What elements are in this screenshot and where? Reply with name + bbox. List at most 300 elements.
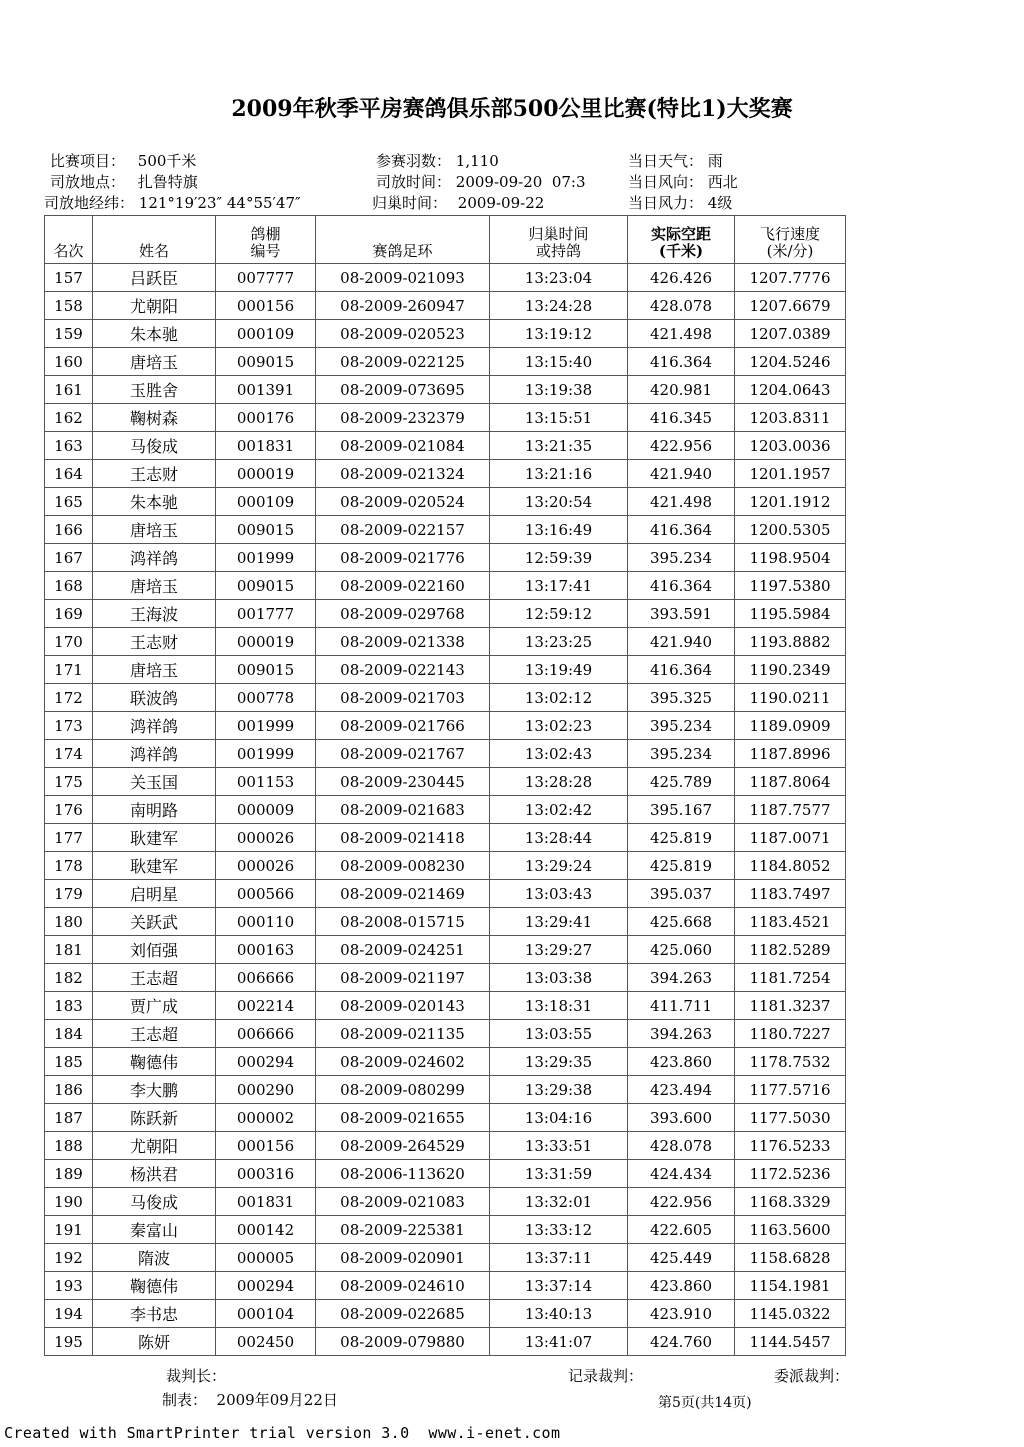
- cell-loft: 001391: [216, 376, 316, 404]
- cell-loft: 001999: [216, 712, 316, 740]
- cell-ring: 08-2009-008230: [316, 852, 490, 880]
- cell-time: 12:59:39: [490, 544, 628, 572]
- cell-time: 13:23:25: [490, 628, 628, 656]
- cell-loft: 000316: [216, 1160, 316, 1188]
- cell-rank: 171: [45, 656, 93, 684]
- cell-speed: 1198.9504: [735, 544, 846, 572]
- release-place-label: 司放地点：: [50, 173, 126, 191]
- coordinates-value: 121°19′23″ 44°55′47″: [138, 194, 301, 212]
- cell-ring: 08-2009-020523: [316, 320, 490, 348]
- header-rank: 名次: [45, 216, 93, 264]
- cell-ring: 08-2009-021135: [316, 1020, 490, 1048]
- cell-time: 13:28:44: [490, 824, 628, 852]
- cell-distance: 422.605: [628, 1216, 735, 1244]
- table-row: [45, 348, 846, 376]
- cell-distance: 421.940: [628, 628, 735, 656]
- cell-speed: 1168.3329: [735, 1188, 846, 1216]
- table-row: [45, 600, 846, 628]
- cell-speed: 1197.5380: [735, 572, 846, 600]
- cell-rank: 170: [45, 628, 93, 656]
- cell-ring: 08-2009-022125: [316, 348, 490, 376]
- cell-distance: 416.364: [628, 516, 735, 544]
- cell-rank: 193: [45, 1272, 93, 1300]
- cell-ring: 08-2009-022157: [316, 516, 490, 544]
- cell-rank: 182: [45, 964, 93, 992]
- cell-ring: 08-2009-021703: [316, 684, 490, 712]
- cell-distance: 423.494: [628, 1076, 735, 1104]
- cell-ring: 08-2009-080299: [316, 1076, 490, 1104]
- cell-loft: 001831: [216, 1188, 316, 1216]
- recorder-label: 记录裁判：: [568, 1367, 644, 1385]
- cell-loft: 000163: [216, 936, 316, 964]
- cell-rank: 172: [45, 684, 93, 712]
- cell-distance: 393.600: [628, 1104, 735, 1132]
- cell-loft: 000156: [216, 292, 316, 320]
- cell-distance: 416.364: [628, 348, 735, 376]
- cell-speed: 1190.0211: [735, 684, 846, 712]
- cell-speed: 1177.5716: [735, 1076, 846, 1104]
- cell-time: 13:29:35: [490, 1048, 628, 1076]
- entry-count-info: [376, 150, 499, 171]
- cell-name: 鸿祥鸽: [93, 544, 216, 572]
- cell-loft: 009015: [216, 348, 316, 376]
- table-row: [45, 712, 846, 740]
- cell-loft: 006666: [216, 1020, 316, 1048]
- cell-speed: 1193.8882: [735, 628, 846, 656]
- cell-distance: 394.263: [628, 1020, 735, 1048]
- cell-ring: 08-2009-232379: [316, 404, 490, 432]
- return-time-value: 2009-09-22: [457, 194, 545, 212]
- cell-speed: 1158.6828: [735, 1244, 846, 1272]
- cell-rank: 186: [45, 1076, 93, 1104]
- cell-rank: 167: [45, 544, 93, 572]
- table-row: [45, 1272, 846, 1300]
- cell-time: 13:31:59: [490, 1160, 628, 1188]
- cell-loft: 000019: [216, 628, 316, 656]
- entry-count-value: 1,110: [455, 152, 499, 170]
- cell-name: 唐培玉: [93, 348, 216, 376]
- cell-speed: 1187.0071: [735, 824, 846, 852]
- cell-rank: 178: [45, 852, 93, 880]
- cell-speed: 1203.8311: [735, 404, 846, 432]
- cell-distance: 393.591: [628, 600, 735, 628]
- cell-name: 朱本驰: [93, 488, 216, 516]
- cell-name: 耿建军: [93, 852, 216, 880]
- cell-rank: 191: [45, 1216, 93, 1244]
- cell-rank: 181: [45, 936, 93, 964]
- cell-distance: 423.860: [628, 1048, 735, 1076]
- cell-speed: 1178.7532: [735, 1048, 846, 1076]
- table-row: [45, 1216, 846, 1244]
- cell-rank: 169: [45, 600, 93, 628]
- cell-loft: 001999: [216, 544, 316, 572]
- cell-speed: 1195.5984: [735, 600, 846, 628]
- table-row: [45, 1160, 846, 1188]
- cell-rank: 184: [45, 1020, 93, 1048]
- table-row: [45, 404, 846, 432]
- cell-loft: 006666: [216, 964, 316, 992]
- cell-loft: 000026: [216, 852, 316, 880]
- cell-name: 鞠德伟: [93, 1048, 216, 1076]
- table-row: [45, 1244, 846, 1272]
- cell-name: 唐培玉: [93, 516, 216, 544]
- cell-rank: 185: [45, 1048, 93, 1076]
- cell-name: 鞠德伟: [93, 1272, 216, 1300]
- table-row: [45, 292, 846, 320]
- cell-time: 13:02:12: [490, 684, 628, 712]
- cell-distance: 424.434: [628, 1160, 735, 1188]
- cell-time: 13:03:43: [490, 880, 628, 908]
- cell-name: 联波鸽: [93, 684, 216, 712]
- cell-speed: 1183.7497: [735, 880, 846, 908]
- wind-direction-value: 西北: [707, 173, 738, 191]
- cell-ring: 08-2009-021683: [316, 796, 490, 824]
- cell-distance: 428.078: [628, 1132, 735, 1160]
- cell-ring: 08-2009-029768: [316, 600, 490, 628]
- trial-notice: Created with SmartPrinter trial version 3.0 www.i-enet.com: [4, 1424, 561, 1442]
- table-row: [45, 432, 846, 460]
- cell-name: 贾广成: [93, 992, 216, 1020]
- cell-distance: 421.498: [628, 488, 735, 516]
- cell-rank: 180: [45, 908, 93, 936]
- cell-time: 13:33:51: [490, 1132, 628, 1160]
- table-row: [45, 1104, 846, 1132]
- cell-time: 13:15:40: [490, 348, 628, 376]
- cell-ring: 08-2009-021766: [316, 712, 490, 740]
- cell-distance: 426.426: [628, 264, 735, 292]
- header-loft: 鸽棚 编号: [216, 216, 316, 264]
- cell-time: 13:37:14: [490, 1272, 628, 1300]
- cell-name: 隋波: [93, 1244, 216, 1272]
- cell-time: 13:02:43: [490, 740, 628, 768]
- wind-force-info: [628, 192, 732, 213]
- cell-time: 13:20:54: [490, 488, 628, 516]
- cell-speed: 1201.1912: [735, 488, 846, 516]
- cell-ring: 08-2006-113620: [316, 1160, 490, 1188]
- cell-ring: 08-2009-022160: [316, 572, 490, 600]
- table-header-row: [45, 216, 846, 264]
- cell-name: 李书忠: [93, 1300, 216, 1328]
- cell-rank: 159: [45, 320, 93, 348]
- cell-speed: 1187.8996: [735, 740, 846, 768]
- cell-ring: 08-2009-230445: [316, 768, 490, 796]
- appointed-judge-label: 委派裁判：: [774, 1367, 850, 1385]
- cell-speed: 1207.6679: [735, 292, 846, 320]
- cell-loft: 000290: [216, 1076, 316, 1104]
- table-row: [45, 740, 846, 768]
- cell-ring: 08-2009-020143: [316, 992, 490, 1020]
- table-row: [45, 824, 846, 852]
- table-row: [45, 936, 846, 964]
- cell-name: 秦富山: [93, 1216, 216, 1244]
- cell-distance: 395.325: [628, 684, 735, 712]
- cell-ring: 08-2009-024610: [316, 1272, 490, 1300]
- cell-name: 李大鹏: [93, 1076, 216, 1104]
- cell-rank: 157: [45, 264, 93, 292]
- cell-distance: 423.860: [628, 1272, 735, 1300]
- cell-ring: 08-2009-022143: [316, 656, 490, 684]
- cell-ring: 08-2008-015715: [316, 908, 490, 936]
- table-row: [45, 572, 846, 600]
- cell-loft: 009015: [216, 516, 316, 544]
- header-speed: 飞行速度 (米/分): [735, 216, 846, 264]
- cell-speed: 1176.5233: [735, 1132, 846, 1160]
- cell-name: 鸿祥鸽: [93, 740, 216, 768]
- cell-speed: 1200.5305: [735, 516, 846, 544]
- cell-rank: 175: [45, 768, 93, 796]
- table-row: [45, 376, 846, 404]
- cell-distance: 395.234: [628, 712, 735, 740]
- wind-force-value: 4级: [707, 194, 733, 212]
- wind-force-label: 当日风力：: [628, 194, 704, 212]
- cell-speed: 1144.5457: [735, 1328, 846, 1356]
- cell-rank: 160: [45, 348, 93, 376]
- cell-distance: 395.234: [628, 740, 735, 768]
- cell-distance: 422.956: [628, 1188, 735, 1216]
- cell-loft: 007777: [216, 264, 316, 292]
- table-row: [45, 908, 846, 936]
- cell-speed: 1145.0322: [735, 1300, 846, 1328]
- cell-speed: 1204.5246: [735, 348, 846, 376]
- cell-speed: 1187.7577: [735, 796, 846, 824]
- table-row: [45, 460, 846, 488]
- cell-time: 13:29:41: [490, 908, 628, 936]
- cell-loft: 000002: [216, 1104, 316, 1132]
- cell-ring: 08-2009-225381: [316, 1216, 490, 1244]
- cell-time: 13:41:07: [490, 1328, 628, 1356]
- coordinates-label: 司放地经纬：: [44, 194, 135, 212]
- wind-direction-label: 当日风向：: [628, 173, 704, 191]
- race-item-value: 500千米: [137, 152, 197, 170]
- cell-loft: 000005: [216, 1244, 316, 1272]
- cell-loft: 000294: [216, 1048, 316, 1076]
- cell-rank: 192: [45, 1244, 93, 1272]
- cell-ring: 08-2009-021338: [316, 628, 490, 656]
- cell-loft: 001831: [216, 432, 316, 460]
- weather-info: [628, 150, 723, 171]
- cell-speed: 1207.0389: [735, 320, 846, 348]
- cell-name: 尤朝阳: [93, 292, 216, 320]
- cell-time: 13:21:16: [490, 460, 628, 488]
- cell-name: 关跃武: [93, 908, 216, 936]
- cell-distance: 425.819: [628, 824, 735, 852]
- cell-name: 王志超: [93, 964, 216, 992]
- cell-distance: 411.711: [628, 992, 735, 1020]
- cell-name: 陈跃新: [93, 1104, 216, 1132]
- cell-speed: 1181.3237: [735, 992, 846, 1020]
- release-place-value: 扎鲁特旗: [137, 173, 198, 191]
- entry-count-label: 参赛羽数：: [376, 152, 452, 170]
- table-row: [45, 768, 846, 796]
- cell-loft: 009015: [216, 572, 316, 600]
- cell-speed: 1183.4521: [735, 908, 846, 936]
- cell-rank: 187: [45, 1104, 93, 1132]
- cell-speed: 1180.7227: [735, 1020, 846, 1048]
- header-return-time: 归巢时间 或持鸽: [490, 216, 628, 264]
- cell-loft: 000294: [216, 1272, 316, 1300]
- table-row: [45, 1020, 846, 1048]
- cell-loft: 000109: [216, 320, 316, 348]
- cell-name: 鞠树森: [93, 404, 216, 432]
- cell-rank: 176: [45, 796, 93, 824]
- cell-loft: 000019: [216, 460, 316, 488]
- cell-ring: 08-2009-073695: [316, 376, 490, 404]
- cell-ring: 08-2009-020524: [316, 488, 490, 516]
- cell-rank: 162: [45, 404, 93, 432]
- cell-distance: 425.668: [628, 908, 735, 936]
- cell-speed: 1182.5289: [735, 936, 846, 964]
- table-row: [45, 1076, 846, 1104]
- release-time-info: [376, 171, 586, 192]
- cell-rank: 174: [45, 740, 93, 768]
- cell-loft: 000566: [216, 880, 316, 908]
- race-item-label: 比赛项目：: [50, 152, 126, 170]
- return-time-info: [372, 192, 544, 213]
- cell-rank: 194: [45, 1300, 93, 1328]
- cell-distance: 425.449: [628, 1244, 735, 1272]
- table-row: [45, 656, 846, 684]
- cell-distance: 423.910: [628, 1300, 735, 1328]
- cell-time: 13:18:31: [490, 992, 628, 1020]
- cell-speed: 1189.0909: [735, 712, 846, 740]
- table-row: [45, 880, 846, 908]
- cell-speed: 1207.7776: [735, 264, 846, 292]
- cell-rank: 164: [45, 460, 93, 488]
- cell-time: 13:02:23: [490, 712, 628, 740]
- cell-time: 13:28:28: [490, 768, 628, 796]
- cell-rank: 168: [45, 572, 93, 600]
- cell-ring: 08-2009-260947: [316, 292, 490, 320]
- cell-time: 13:16:49: [490, 516, 628, 544]
- cell-time: 13:40:13: [490, 1300, 628, 1328]
- results-table: [44, 215, 846, 1356]
- cell-time: 13:02:42: [490, 796, 628, 824]
- cell-ring: 08-2009-020901: [316, 1244, 490, 1272]
- cell-name: 唐培玉: [93, 572, 216, 600]
- chief-judge-label: 裁判长：: [166, 1367, 227, 1385]
- cell-ring: 08-2009-021084: [316, 432, 490, 460]
- cell-ring: 08-2009-021083: [316, 1188, 490, 1216]
- cell-distance: 422.956: [628, 432, 735, 460]
- cell-name: 南明路: [93, 796, 216, 824]
- cell-loft: 000156: [216, 1132, 316, 1160]
- cell-name: 杨洪君: [93, 1160, 216, 1188]
- table-row: [45, 1048, 846, 1076]
- cell-loft: 001153: [216, 768, 316, 796]
- cell-distance: 416.345: [628, 404, 735, 432]
- cell-loft: 000026: [216, 824, 316, 852]
- cell-name: 王志财: [93, 460, 216, 488]
- cell-time: 13:32:01: [490, 1188, 628, 1216]
- cell-rank: 165: [45, 488, 93, 516]
- cell-time: 13:29:27: [490, 936, 628, 964]
- cell-ring: 08-2009-264529: [316, 1132, 490, 1160]
- table-row: [45, 684, 846, 712]
- cell-speed: 1154.1981: [735, 1272, 846, 1300]
- cell-name: 吕跃臣: [93, 264, 216, 292]
- table-row: [45, 852, 846, 880]
- cell-distance: 425.819: [628, 852, 735, 880]
- cell-name: 关玉国: [93, 768, 216, 796]
- cell-rank: 179: [45, 880, 93, 908]
- cell-loft: 000109: [216, 488, 316, 516]
- cell-name: 朱本驰: [93, 320, 216, 348]
- cell-rank: 188: [45, 1132, 93, 1160]
- weather-value: 雨: [707, 152, 723, 170]
- cell-time: 13:21:35: [490, 432, 628, 460]
- cell-loft: 002450: [216, 1328, 316, 1356]
- table-row: [45, 796, 846, 824]
- cell-loft: 000778: [216, 684, 316, 712]
- cell-ring: 08-2009-021655: [316, 1104, 490, 1132]
- cell-loft: 000110: [216, 908, 316, 936]
- table-row: [45, 488, 846, 516]
- cell-speed: 1177.5030: [735, 1104, 846, 1132]
- cell-speed: 1181.7254: [735, 964, 846, 992]
- cell-name: 玉胜舍: [93, 376, 216, 404]
- cell-time: 13:04:16: [490, 1104, 628, 1132]
- cell-ring: 08-2009-021776: [316, 544, 490, 572]
- cell-distance: 395.234: [628, 544, 735, 572]
- cell-distance: 394.263: [628, 964, 735, 992]
- cell-time: 13:19:12: [490, 320, 628, 348]
- made-date: 制表： 2009年09月22日: [162, 1391, 338, 1409]
- cell-rank: 177: [45, 824, 93, 852]
- cell-loft: 000176: [216, 404, 316, 432]
- cell-name: 刘佰强: [93, 936, 216, 964]
- cell-speed: 1187.8064: [735, 768, 846, 796]
- table-row: [45, 964, 846, 992]
- cell-loft: 001777: [216, 600, 316, 628]
- cell-ring: 08-2009-021197: [316, 964, 490, 992]
- header-ring: 赛鸽足环: [316, 216, 490, 264]
- cell-distance: 416.364: [628, 656, 735, 684]
- cell-time: 13:19:49: [490, 656, 628, 684]
- cell-distance: 421.498: [628, 320, 735, 348]
- page-title: 2009年秋季平房赛鸽俱乐部500公里比赛(特比1)大奖赛: [231, 96, 793, 122]
- cell-rank: 189: [45, 1160, 93, 1188]
- cell-distance: 395.037: [628, 880, 735, 908]
- cell-loft: 000009: [216, 796, 316, 824]
- coordinates-info: [44, 192, 301, 213]
- cell-speed: 1203.0036: [735, 432, 846, 460]
- cell-speed: 1172.5236: [735, 1160, 846, 1188]
- cell-name: 马俊成: [93, 1188, 216, 1216]
- cell-distance: 420.981: [628, 376, 735, 404]
- wind-direction-info: [628, 171, 738, 192]
- cell-ring: 08-2009-021093: [316, 264, 490, 292]
- cell-ring: 08-2009-079880: [316, 1328, 490, 1356]
- cell-rank: 173: [45, 712, 93, 740]
- cell-rank: 161: [45, 376, 93, 404]
- cell-ring: 08-2009-024602: [316, 1048, 490, 1076]
- cell-time: 13:19:38: [490, 376, 628, 404]
- cell-loft: 001999: [216, 740, 316, 768]
- cell-speed: 1204.0643: [735, 376, 846, 404]
- cell-distance: 425.789: [628, 768, 735, 796]
- cell-rank: 158: [45, 292, 93, 320]
- cell-time: 13:29:24: [490, 852, 628, 880]
- cell-ring: 08-2009-021469: [316, 880, 490, 908]
- cell-rank: 166: [45, 516, 93, 544]
- cell-time: 13:33:12: [490, 1216, 628, 1244]
- cell-rank: 195: [45, 1328, 93, 1356]
- cell-name: 王海波: [93, 600, 216, 628]
- results-body: [45, 264, 846, 1356]
- page-indicator: 第5页(共14页): [658, 1395, 752, 1411]
- race-item-info: [50, 150, 196, 171]
- cell-time: 13:15:51: [490, 404, 628, 432]
